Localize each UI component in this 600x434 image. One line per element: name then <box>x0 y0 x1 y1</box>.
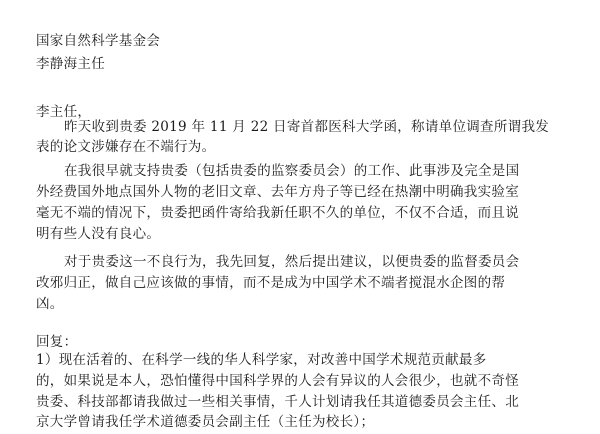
salutation: 李主任， <box>36 104 92 120</box>
paragraph1-line1: 昨天收到贵委 2019 年 11 月 22 日寄首都医科大学函，称请单位调查所谓我发 <box>64 119 550 135</box>
paragraph2-line1: 在我很早就支持贵委（包括贵委的监察委员会）的工作、此事涉及完全是国 <box>64 163 520 179</box>
paragraph3-line1: 对于贵委这一不良行为，我先回复，然后提出建议，以便贵委的监督委员会 <box>64 254 520 270</box>
org-name: 国家自然科学基金会 <box>36 33 161 49</box>
paragraph1-line2: 表的论文涉嫌存在不端行为。 <box>36 139 216 155</box>
recipient-name: 李静海主任 <box>36 56 105 72</box>
reply1-line3: 贵委、科技部都请我做过一些相关事情，千人计划请我任其道德委员会主任、北 <box>36 394 519 410</box>
reply1-line1: 1）现在活着的、在科学一线的华人科学家，对改善中国学术规范贡献最多 <box>36 352 487 368</box>
paragraph3-line3: 凶。 <box>36 296 64 312</box>
paragraph2-line2: 外经费国外地点国外人物的老旧文章、去年方舟子等已经在热潮中明确我实验室 <box>36 184 519 200</box>
reply-heading: 回复： <box>36 334 78 350</box>
reply1-line4: 京大学曾请我任学术道德委员会副主任（主任为校长）； <box>36 414 375 430</box>
paragraph3-line2: 改邪归正，做自己应该做的事情，而不是成为中国学术不端者搅混水企图的帮 <box>36 275 506 291</box>
paragraph2-line3: 毫无不端的情况下，贵委把函件寄给我新任职不久的单位，不仅不合适，而且说 <box>36 205 519 221</box>
paragraph2-line4: 明有些人没有良心。 <box>36 226 161 242</box>
reply1-line2: 的，如果说是本人，恐怕懂得中国科学界的人会有异议的人会很少，也就不奇怪 <box>36 373 519 389</box>
